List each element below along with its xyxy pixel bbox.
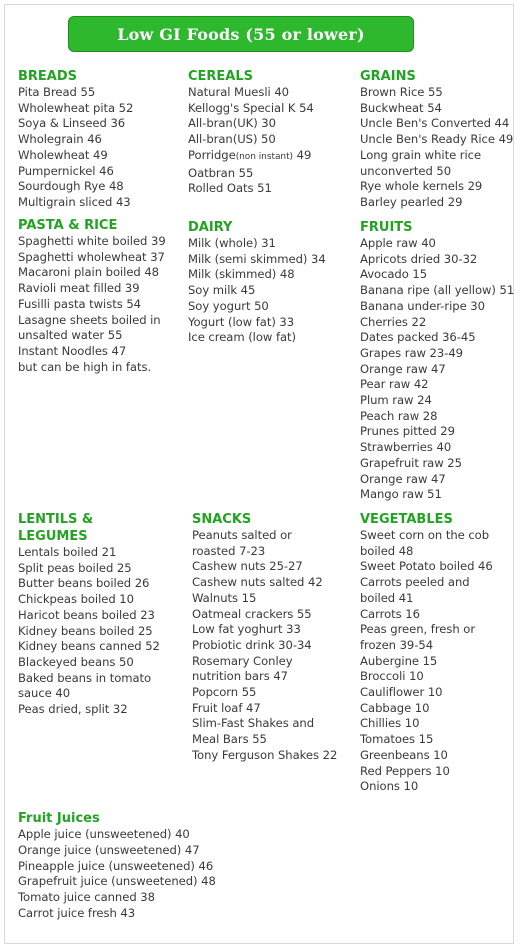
food-list [360, 236, 514, 503]
list-item: Broccoli 10 [360, 669, 424, 684]
list-item: Cabbage 10 [360, 700, 430, 715]
list-item: Apple juice (unsweetened) 40 [18, 827, 190, 841]
section-cereals [188, 68, 314, 197]
list-item: Carrot juice fresh 43 [18, 905, 136, 920]
list-item: Buckwheat 54 [360, 100, 442, 115]
item-note: (non instant) [235, 151, 294, 162]
list-item: Milk (semi skimmed) 34 [188, 251, 326, 266]
list-item: Barley pearled 29 [360, 194, 463, 209]
list-item: Carrots 16 [360, 606, 420, 621]
list-item: Spaghetti wholewheat 37 [18, 249, 165, 264]
list-item: roasted 7-23 [192, 543, 266, 558]
food-list [192, 528, 337, 764]
list-item: Haricot beans boiled 23 [18, 607, 155, 622]
list-item: Butter beans boiled 26 [18, 576, 150, 591]
section-heading: GRAINS [360, 69, 416, 84]
section-vegetables [360, 511, 493, 795]
list-item: Peas dried, split 32 [18, 702, 128, 717]
list-item: nutrition bars 47 [192, 669, 288, 684]
list-item: Peach raw 28 [360, 408, 438, 423]
food-list [360, 528, 493, 795]
list-item: Wholewheat 49 [18, 147, 108, 162]
food-list [18, 234, 166, 375]
list-item: unconverted 50 [360, 163, 452, 178]
list-item: Soy yogurt 50 [188, 298, 269, 313]
section-heading: SNACKS [192, 512, 252, 527]
section-breads [18, 68, 133, 211]
list-item: Orange raw 47 [360, 471, 446, 486]
list-item: Sweet corn on the cob [360, 528, 490, 542]
list-item: Rosemary Conley [192, 653, 293, 668]
list-item: Rye whole kernels 29 [360, 179, 483, 194]
list-item: Meal Bars 55 [192, 732, 267, 747]
section-heading: LENTILS & [18, 512, 94, 527]
list-item: Split peas boiled 25 [18, 560, 132, 575]
list-item: Oatbran 55 [188, 165, 254, 180]
list-item: All-bran(UK) 30 [188, 116, 276, 131]
list-item: sauce 40 [18, 686, 71, 701]
list-item: Plum raw 24 [360, 393, 432, 408]
section-heading: BREADS [18, 69, 78, 84]
list-item: Onions 10 [360, 779, 419, 794]
list-item: Sweet Potato boiled 46 [360, 559, 493, 574]
section-heading: FRUITS [360, 220, 413, 235]
section-heading: CEREALS [188, 69, 254, 84]
list-item: Tony Ferguson Shakes 22 [192, 747, 338, 762]
list-item: Grapefruit raw 25 [360, 455, 462, 470]
item-value: 49 [293, 147, 312, 162]
list-item: Sourdough Rye 48 [18, 179, 124, 194]
list-item: Kidney beans canned 52 [18, 639, 160, 654]
list-item: Chickpeas boiled 10 [18, 592, 134, 607]
list-item: Baked beans in tomato [18, 670, 152, 685]
list-item: Instant Noodles 47 [18, 343, 127, 358]
list-item: unsalted water 55 [18, 328, 123, 343]
list-item: Tomatoes 15 [360, 732, 434, 747]
list-item: Macaroni plain boiled 48 [18, 265, 160, 280]
list-item: Popcorn 55 [192, 685, 257, 700]
list-item: but can be high in fats. [18, 359, 152, 374]
list-item: Grapefruit juice (unsweetened) 48 [18, 874, 216, 889]
list-item: Blackeyed beans 50 [18, 654, 134, 669]
section-heading: Fruit Juices [18, 811, 100, 826]
page-title: Low GI Foods (55 or lower) [68, 16, 414, 52]
list-item: Carrots peeled and [360, 575, 470, 590]
list-item: Kidney beans boiled 25 [18, 623, 153, 638]
list-item: Uncle Ben's Ready Rice 49 [360, 132, 514, 147]
list-item: Cashew nuts 25-27 [192, 559, 303, 574]
list-item: Pita Bread 55 [18, 85, 96, 99]
list-item: All-bran(US) 50 [188, 132, 276, 147]
list-item: Oatmeal crackers 55 [192, 606, 312, 621]
list-item: Cashew nuts salted 42 [192, 575, 323, 590]
list-item [188, 148, 314, 166]
list-item: Kellogg's Special K 54 [188, 100, 314, 115]
list-item: Orange raw 47 [360, 361, 446, 376]
list-item: Strawberries 40 [360, 440, 452, 455]
list-item: Greenbeans 10 [360, 747, 448, 762]
section-heading: PASTA & RICE [18, 218, 118, 233]
food-list [18, 85, 133, 211]
section-snacks [192, 511, 337, 764]
list-item: Walnuts 15 [192, 590, 257, 605]
list-item: frozen 39-54 [360, 637, 434, 652]
list-item: Milk (skimmed) 48 [188, 267, 295, 282]
list-item: Soy milk 45 [188, 283, 256, 298]
food-list [188, 85, 314, 197]
list-item: Cherries 22 [360, 314, 427, 329]
list-item: Tomato juice canned 38 [18, 890, 155, 905]
list-item: Low fat yoghurt 33 [192, 622, 301, 637]
list-item: Peas green, fresh or [360, 622, 476, 637]
list-item: Multigrain sliced 43 [18, 194, 131, 209]
list-item: Chillies 10 [360, 716, 420, 731]
list-item: Orange juice (unsweetened) 47 [18, 842, 200, 857]
list-item: Lasagne sheets boiled in [18, 312, 161, 327]
list-item: Pumpernickel 46 [18, 163, 114, 178]
list-item: Rolled Oats 51 [188, 181, 272, 196]
list-item: Pineapple juice (unsweetened) 46 [18, 858, 214, 873]
section-fruits [360, 219, 514, 503]
list-item: Peanuts salted or [192, 528, 292, 542]
list-item: Dates packed 36-45 [360, 330, 476, 345]
food-list [360, 85, 513, 211]
list-item: Cauliflower 10 [360, 685, 443, 700]
list-item: Wholewheat pita 52 [18, 100, 134, 115]
list-item: Aubergine 15 [360, 653, 438, 668]
list-item: Ravioli meat filled 39 [18, 281, 140, 296]
list-item: Yogurt (low fat) 33 [188, 314, 295, 329]
list-item: Natural Muesli 40 [188, 85, 290, 99]
list-item: Spaghetti white boiled 39 [18, 234, 166, 248]
food-list [188, 236, 326, 346]
list-item: Uncle Ben's Converted 44 [360, 116, 510, 131]
list-item: Pear raw 42 [360, 377, 429, 392]
list-item: Fusilli pasta twists 54 [18, 296, 141, 311]
list-item: Milk (whole) 31 [188, 236, 276, 250]
section-grains [360, 68, 513, 211]
list-item: Ice cream (low fat) [188, 330, 297, 345]
section-dairy [188, 219, 326, 346]
list-item: Grapes raw 23-49 [360, 345, 464, 360]
food-list [18, 827, 216, 922]
list-item: Prunes pitted 29 [360, 424, 455, 439]
list-item: Banana ripe (all yellow) 51 [360, 283, 515, 298]
food-list [18, 545, 160, 718]
list-item: Wholegrain 46 [18, 132, 102, 147]
list-item: Slim-Fast Shakes and [192, 716, 315, 731]
list-item: Mango raw 51 [360, 487, 442, 502]
section-heading: DAIRY [188, 220, 233, 235]
list-item: Brown Rice 55 [360, 85, 443, 99]
item-label: Porridge [188, 147, 236, 162]
list-item: Apricots dried 30-32 [360, 251, 478, 266]
section-pasta-rice [18, 217, 166, 375]
list-item: Red Peppers 10 [360, 763, 450, 778]
list-item: Apple raw 40 [360, 236, 436, 250]
section-heading-line2: LEGUMES [18, 529, 88, 544]
list-item: Long grain white rice [360, 147, 482, 162]
list-item: Avocado 15 [360, 267, 428, 282]
section-heading: VEGETABLES [360, 512, 453, 527]
list-item: Fruit loaf 47 [192, 700, 261, 715]
list-item: boiled 48 [360, 543, 414, 558]
section-fruit-juices [18, 810, 216, 922]
list-item: Banana under-ripe 30 [360, 298, 485, 313]
list-item: Lentals boiled 21 [18, 545, 117, 559]
list-item: boiled 41 [360, 590, 414, 605]
list-item: Soya & Linseed 36 [18, 116, 126, 131]
section-lentils-legumes [18, 511, 160, 718]
list-item: Probiotic drink 30-34 [192, 637, 312, 652]
